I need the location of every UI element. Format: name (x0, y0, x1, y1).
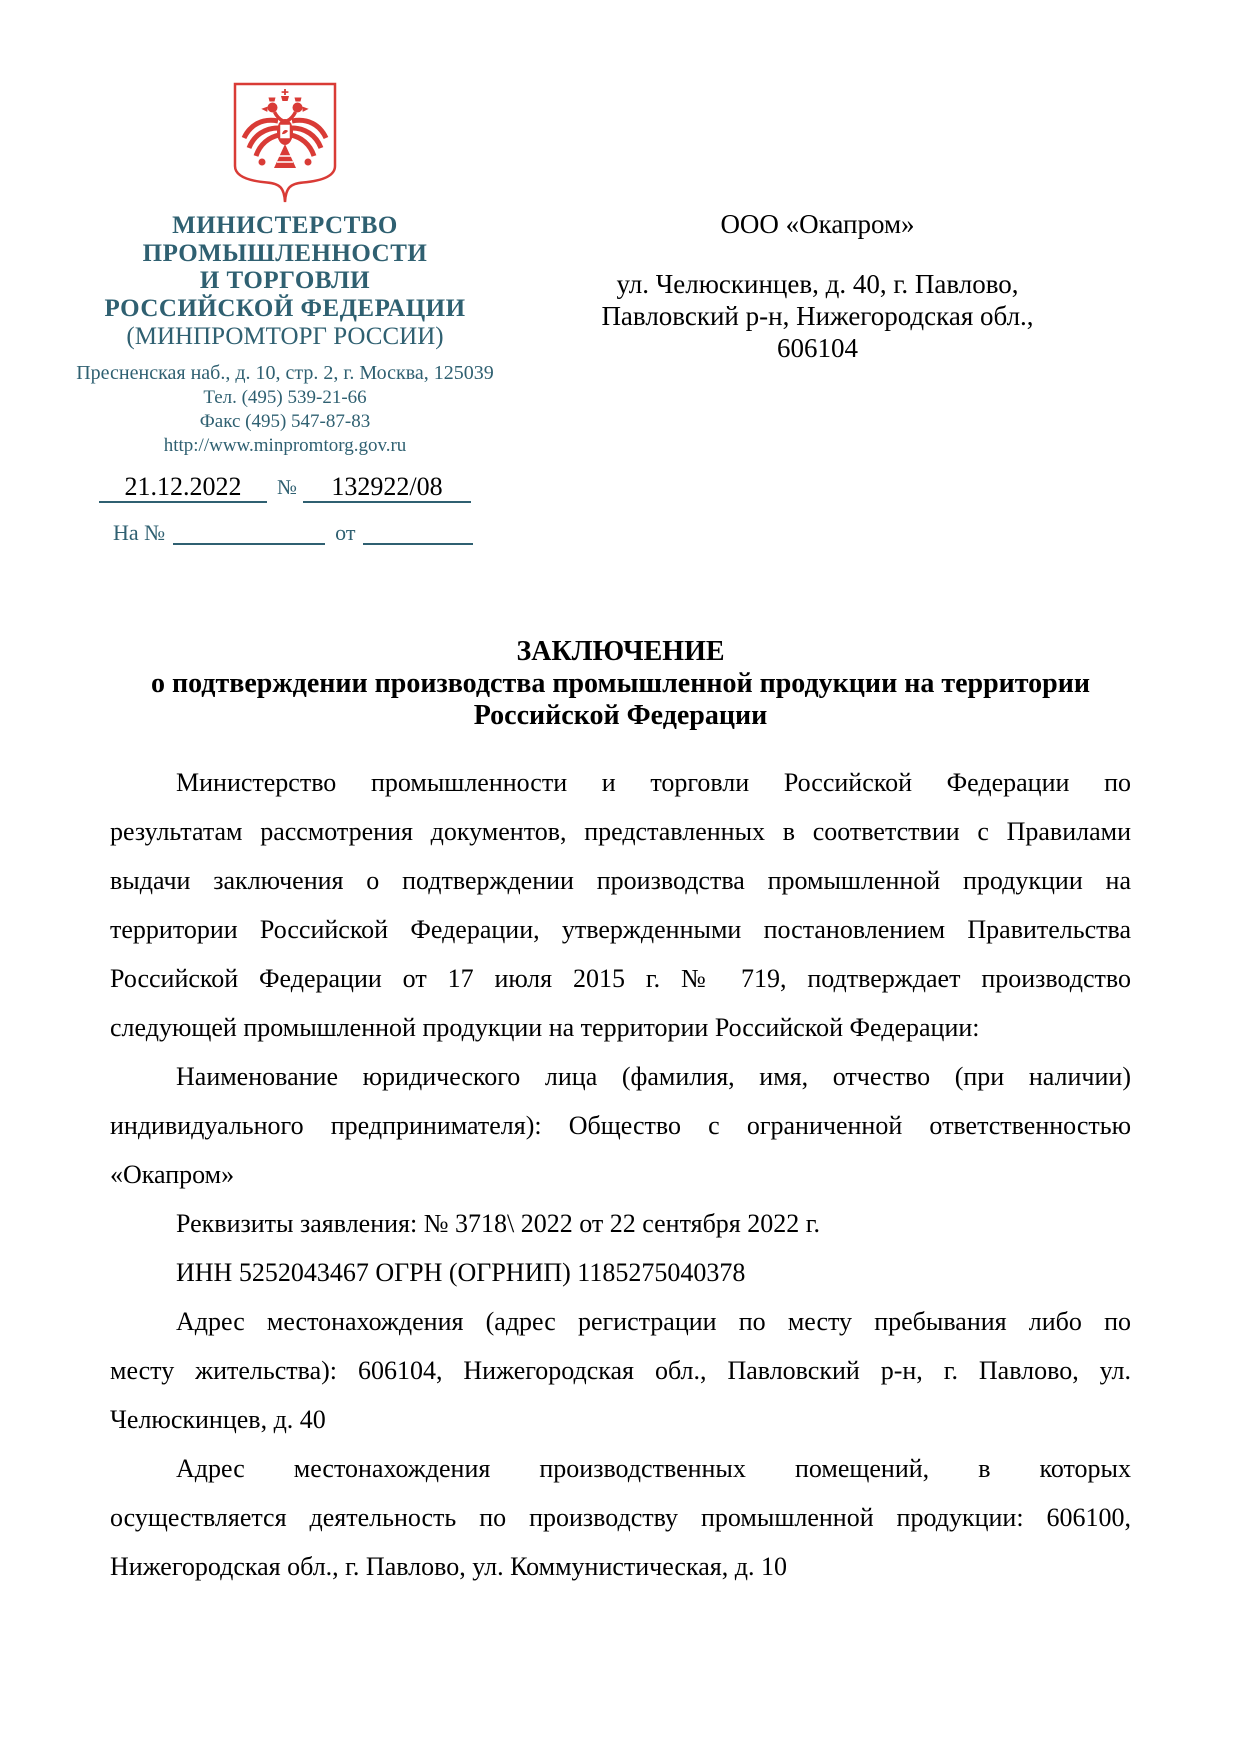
body-line: территории Российской Федерации, утвержденными постановлением Правительства (110, 915, 1131, 944)
body-line: Челюскинцев, д. 40 (110, 1405, 326, 1434)
body-line: Министерство промышленности и торговли Российской Федерации по (176, 768, 1131, 797)
document-title (110, 636, 1131, 732)
title-subtitle-line: о подтверждении производства промышленной продукции на территории (150, 668, 1091, 699)
date-number-row (75, 473, 495, 503)
body-line: Адрес местонахождения производственных помещений, в которых (176, 1454, 1131, 1483)
reference-label: На № (113, 520, 166, 545)
body-line: Нижегородская обл., г. Павлово, ул. Коммунистическая, д. 10 (110, 1552, 787, 1581)
paragraph-production-address (110, 1444, 1131, 1591)
document-body (110, 758, 1131, 1591)
body-line: осуществляется деятельность по производству промышленной продукции: 606100, (110, 1503, 1131, 1532)
recipient-address-line: 606104 (777, 333, 858, 363)
body-line: Российской Федерации от 17 июля 2015 г. № 719, подтверждает производство (110, 964, 1131, 993)
paragraph-application (110, 1199, 1131, 1248)
reference-date-blank (363, 523, 473, 545)
recipient-name: ООО «Окапром» (720, 209, 915, 239)
body-line: следующей промышленной продукции на территории Российской Федерации: (110, 1013, 980, 1042)
recipient-address-line: ул. Челюскинцев, д. 40, г. Павлово, (616, 269, 1019, 299)
title-word: ЗАКЛЮЧЕНИЕ (516, 636, 725, 667)
body-line: Адрес местонахождения (адрес регистрации по месту пребывания либо по (176, 1307, 1131, 1336)
ministry-website: http://www.minpromtorg.gov.ru (163, 435, 407, 456)
ministry-name-line: МИНИСТЕРСТВО (172, 212, 398, 239)
ministry-name (75, 212, 495, 322)
body-line: результатам рассмотрения документов, представленных в соответствии с Правилами (110, 817, 1131, 846)
title-subtitle-line: Российской Федерации (473, 700, 768, 731)
body-line: индивидуального предпринимателя): Общество с ограниченной ответственностью (110, 1111, 1131, 1140)
recipient-address (560, 268, 1075, 364)
ministry-short-name: (МИНПРОМТОРГ РОССИИ) (126, 323, 444, 350)
coat-of-arms-icon (233, 82, 337, 206)
document-date: 21.12.2022 (99, 473, 267, 503)
paragraph-intro (110, 758, 1131, 1052)
ministry-phone: Тел. (495) 539-21-66 (203, 387, 367, 408)
ministry-postal-address: Пресненская наб., д. 10, стр. 2, г. Москва, 125039 (76, 362, 494, 384)
body-line: Наименование юридического лица (фамилия, имя, отчество (при наличии) (176, 1062, 1131, 1091)
document-number: 132922/08 (303, 473, 471, 503)
body-line: «Окапром» (110, 1160, 235, 1189)
recipient-address-line: Павловский р-н, Нижегородская обл., (601, 301, 1034, 331)
ministry-name-line: И ТОРГОВЛИ (199, 267, 371, 294)
reference-row (113, 521, 495, 545)
paragraph-location-address (110, 1297, 1131, 1444)
body-line: Реквизиты заявления: № 3718\ 2022 от 22 сентября 2022 г. (176, 1209, 820, 1238)
ministry-fax: Факс (495) 547-87-83 (199, 411, 371, 432)
paragraph-inn-ogrn (110, 1248, 1131, 1297)
paragraph-legal-entity (110, 1052, 1131, 1199)
coat-of-arms (75, 82, 495, 206)
ministry-name-line: ПРОМЫШЛЕННОСТИ (142, 239, 428, 267)
body-line: выдачи заключения о подтверждении производства промышленной продукции на (110, 866, 1131, 895)
reference-from-label: от (335, 520, 356, 545)
body-line: ИНН 5252043467 ОГРН (ОГРНИП) 1185275040378 (176, 1258, 746, 1287)
body-line: месту жительства): 606104, Нижегородская обл., Павловский р-н, г. Павлово, ул. (110, 1356, 1131, 1385)
letterhead (75, 82, 495, 545)
recipient-block (560, 208, 1075, 364)
ministry-name-line: РОССИЙСКОЙ ФЕДЕРАЦИИ (104, 294, 466, 322)
reference-number-blank (173, 523, 325, 545)
number-sign: № (276, 475, 298, 499)
